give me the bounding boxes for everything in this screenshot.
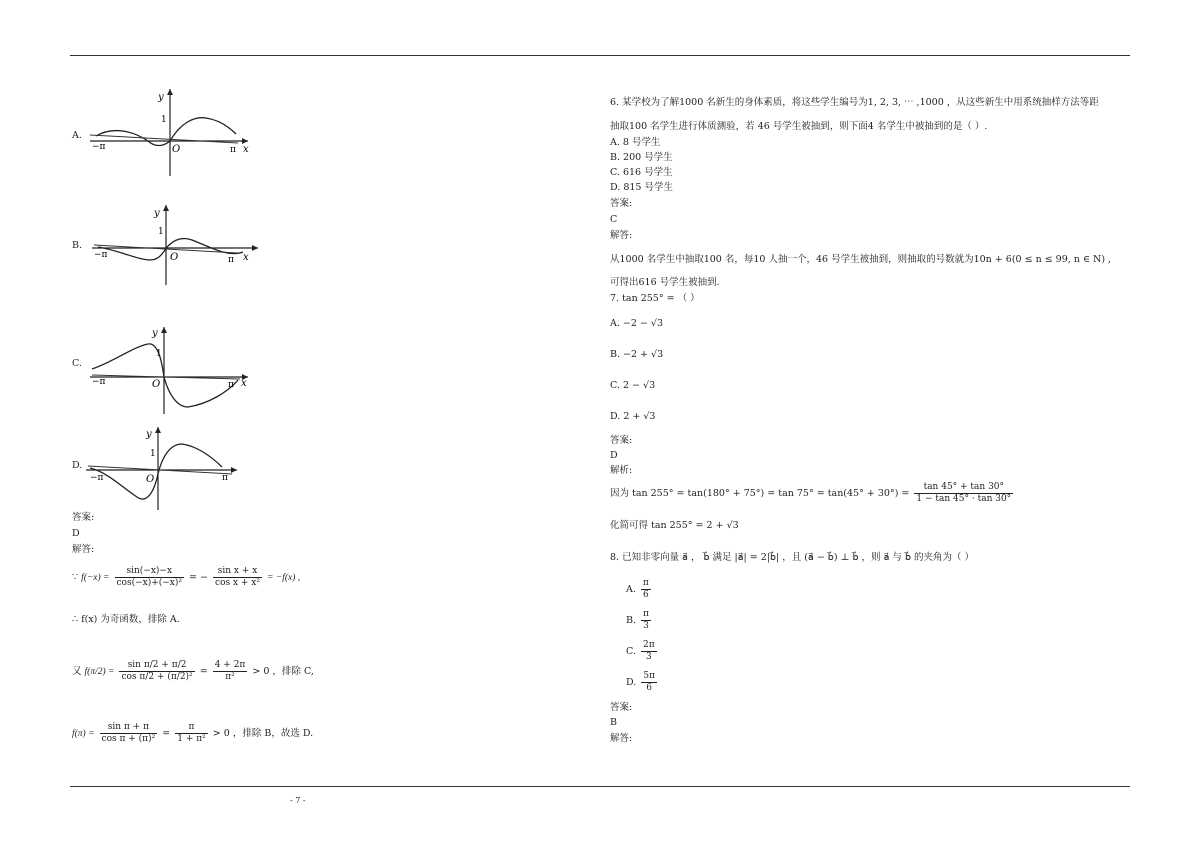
q8-option-b-frac [641,609,651,632]
graph-c-pi: π [228,380,234,390]
graph-c-origin: O [152,379,161,390]
step1-lead: ∵ [72,572,79,583]
graph-a-neg-pi: −π [92,142,106,152]
q7-stem: 7. tan 255° = （ ） [610,293,700,304]
q8-analysis-label: 解答: [610,733,633,744]
q6-line2: 抽取100 名学生进行体质测验，若 46 号学生被抽到，则下面4 名学生中被抽到的是（ ）. [610,121,988,132]
q7-answer-label: 答案: [610,435,633,446]
page-number: - 7 - [290,796,306,805]
graph-a-one: 1 [161,115,167,125]
graph-c-y: y [152,328,158,339]
graph-option-b [88,200,263,290]
q8-option-c-num: 2π [642,640,655,650]
step3-frac1 [119,660,194,683]
q8-option-a-frac [641,578,651,601]
graph-a-origin: O [172,144,181,155]
footer-rule [70,786,1130,787]
q6-analysis-label: 解答: [610,230,633,241]
q7-option-b: B. −2 + √3 [610,349,664,360]
step1-den1: cos(−x)+(−x)² [116,578,183,588]
graph-a-y: y [158,92,164,103]
step1-den2: cos x + x² [215,578,260,588]
q7-conclusion: 化简可得 tan 255° = 2 + √3 [610,520,739,531]
graph-d-y: y [146,429,152,440]
q7-option-c: C. 2 − √3 [610,380,656,391]
step1-lhs: f(−x) = [81,573,110,583]
step1-rhs: = −f(x) , [267,573,301,583]
step3-lead: 又 [72,666,82,677]
graph-b-pi: π [228,255,234,265]
q7-answer: D [610,450,618,461]
step1-frac1 [115,566,185,589]
step3-lhs: f(π/2) = [84,667,115,677]
graph-d-origin: O [146,474,155,485]
q8-option-a-label: A. [626,584,636,595]
step1-num2: sin x + x [213,566,262,578]
graph-option-a [88,86,253,178]
q6-analysis-1: 从1000 名学生中抽取100 名，每10 人抽一个，46 号学生被抽到，则抽取的号数就为10n + 6(0 ≤ n ≤ 99, n ∈ N) , [610,254,1112,265]
left-analysis-label: 解答: [72,544,95,555]
graph-d-neg-pi: −π [90,473,104,483]
graph-a-x: x [243,144,249,155]
option-c-label: C. [72,358,82,369]
step4-lhs: f(π) = [72,729,95,739]
q7-analysis [610,482,1015,505]
q7-frac-den: 1 − tan 45° · tan 30° [916,494,1012,504]
q6-answer: C [610,214,618,225]
q8-option-c-den: 3 [645,652,652,662]
step4-den: cos π + (π)² [101,734,156,744]
step4-den2: 1 + π² [177,734,206,744]
step1-eq: = − [189,572,208,583]
graph-b-origin: O [170,252,179,263]
step1-frac2 [213,566,262,589]
step3-eq: = [199,666,208,677]
q8-option-a [626,578,653,601]
graph-d-one: 1 [150,449,156,459]
q6-option-a: A. 8 号学生 [610,137,661,148]
graph-c-one: 1 [156,349,162,359]
graph-b-y: y [154,208,160,219]
q8-option-d [626,671,659,694]
step3-den2: π² [225,672,235,682]
q6-analysis-2: 可得出616 号学生被抽到. [610,277,720,288]
graph-b-one: 1 [158,227,164,237]
graph-a-pi: π [230,145,236,155]
step1-formula [72,566,300,589]
option-b-label: B. [72,240,83,251]
step4-formula [72,722,313,745]
step3-frac2 [213,660,248,683]
graph-option-d [82,422,242,512]
q8-stem: 8. 已知非零向量 a⃗ ， b⃗ 满足 |a⃗| = 2|b⃗| ，且 (a⃗ − b⃗) ⊥ b⃗ ，则 a⃗ 与 b⃗ 的夹角为（ ） [610,552,975,563]
step4-num: sin π + π [100,722,158,734]
graph-b-x: x [243,252,249,263]
q8-option-c-frac [641,640,657,663]
step3-formula [72,660,314,683]
step4-frac1 [100,722,158,745]
q6-answer-label: 答案: [610,198,633,209]
q7-frac-num: tan 45° + tan 30° [914,482,1013,494]
q6-option-c: C. 616 号学生 [610,167,673,178]
q8-option-d-label: D. [626,677,637,688]
step2: ∴ f(x) 为奇函数，排除 A. [72,614,180,625]
step3-den: cos π/2 + (π/2)² [121,672,193,682]
q6-option-b: B. 200 号学生 [610,152,673,163]
step4-eq: = [162,728,171,739]
q8-option-c [626,640,659,663]
option-d-label: D. [72,460,83,471]
step3-tail: > 0 ，排除 C, [252,666,314,677]
q8-option-b [626,609,653,632]
step4-num2: π [175,722,208,734]
step4-frac2 [175,722,208,745]
q8-option-d-num: 5π [643,671,655,681]
left-answer-label: 答案: [72,512,95,523]
step4-tail: > 0 ，排除 B，故选 D. [212,728,314,739]
q8-option-a-num: π [642,578,649,588]
option-a-label: A. [72,130,82,141]
q7-option-a: A. −2 − √3 [610,318,664,329]
q7-analysis-frac [914,482,1013,505]
q7-analysis-lead: 因为 tan 255° = tan(180° + 75°) = tan 75° = tan(45° + 30°) = [610,488,910,499]
q7-option-d: D. 2 + √3 [610,411,656,422]
header-rule [70,55,1130,56]
q8-option-d-frac [641,671,657,694]
q6-line1: 6. 某学校为了解1000 名新生的身体素质，将这些学生编号为1, 2, 3, ⋯ ,1000 ，从这些新生中用系统抽样方法等距 [610,97,1099,108]
graph-c-x: x [241,378,247,389]
step3-num2: 4 + 2π [214,660,246,670]
step1-num1: sin(−x)−x [115,566,185,578]
q6-option-d: D. 815 号学生 [610,182,673,193]
graph-option-c [88,322,253,417]
q8-option-c-label: C. [626,646,636,657]
q8-answer: B [610,717,617,728]
q8-answer-label: 答案: [610,702,633,713]
graph-d-pi: π [222,473,228,483]
left-answer: D [72,528,80,539]
q8-option-d-den: 6 [646,683,653,693]
q8-option-b-num: π [643,609,649,619]
q8-option-b-label: B. [626,615,637,626]
graph-b-neg-pi: −π [94,250,108,260]
q7-analysis-label: 解析: [610,465,633,476]
step3-num: sin π/2 + π/2 [119,660,194,672]
q8-option-b-den: 3 [643,621,649,631]
q8-option-a-den: 6 [643,590,649,600]
graph-c-neg-pi: −π [92,377,106,387]
